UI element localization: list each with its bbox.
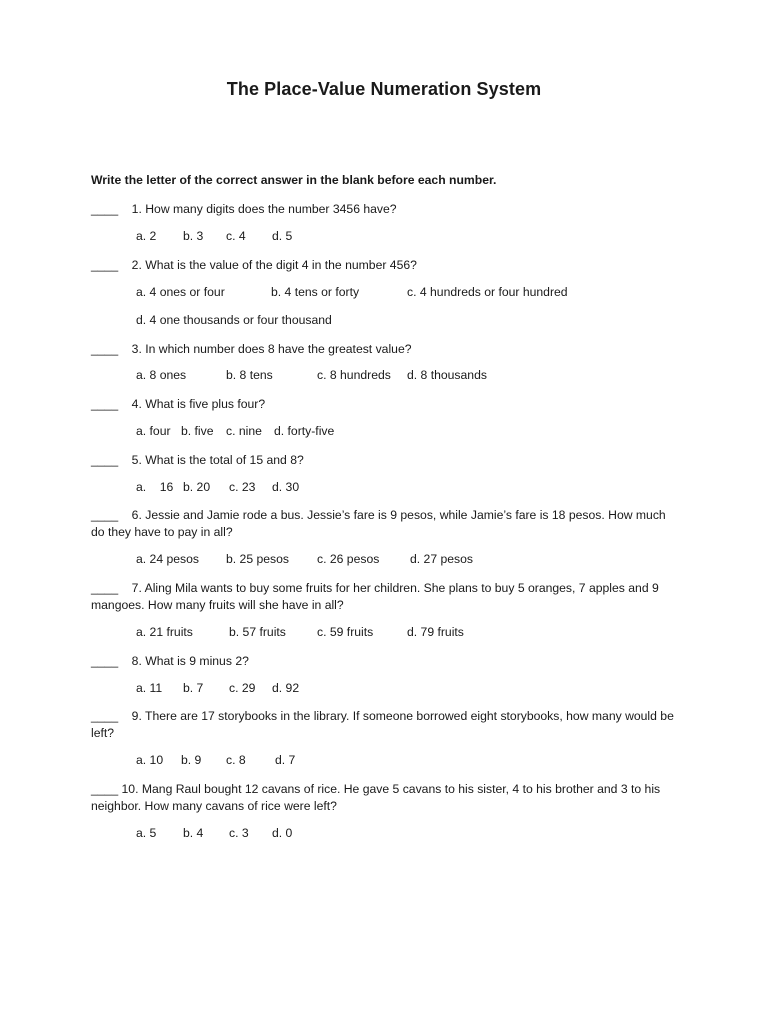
page-title: The Place-Value Numeration System — [226, 79, 542, 99]
question-text: What is the value of the digit 4 in the number 456? — [145, 258, 417, 272]
question-text: Jessie and Jamie rode a bus. Jessie’s fare is 9 pesos, while Jamie’s fare is 18 pesos. How much do they have to pay in all? — [91, 508, 666, 539]
question-3 — [91, 341, 681, 358]
question-10 — [91, 781, 681, 815]
choice-b: b. 7 — [183, 681, 204, 695]
question-number: 3. — [131, 342, 142, 356]
question-text: What is 9 minus 2? — [145, 654, 249, 668]
choice-c: c. 3 — [229, 826, 249, 840]
answer-blank[interactable]: ____ — [91, 654, 119, 668]
question-number: 10. — [121, 782, 139, 796]
instructions: Write the letter of the correct answer in the blank before each number. — [91, 173, 497, 187]
question-text: What is the total of 15 and 8? — [145, 453, 304, 467]
question-number: 9. — [131, 709, 142, 723]
choice-c: c. nine — [226, 424, 262, 438]
question-8 — [91, 653, 681, 670]
choice-d: d. 5 — [272, 229, 293, 243]
question-text: Aling Mila wants to buy some fruits for her children. She plans to buy 5 oranges, 7 apples and 9 mangoes. How many fruits will she have in all? — [91, 581, 659, 612]
question-text: What is five plus four? — [145, 397, 266, 411]
answer-blank[interactable]: ____ — [91, 397, 119, 411]
choice-b: b. 4 — [183, 826, 204, 840]
choice-a: a. 16 — [136, 480, 174, 494]
question-4 — [91, 396, 681, 413]
choice-b: b. 57 fruits — [229, 625, 286, 639]
choice-d: d. 7 — [275, 753, 296, 767]
choice-d: d. 27 pesos — [410, 552, 474, 566]
choice-d: d. forty-five — [274, 424, 335, 438]
question-number: 1. — [131, 202, 142, 216]
question-7 — [91, 580, 681, 614]
choice-a: a. 8 ones — [136, 368, 187, 382]
answer-blank[interactable]: ____ — [91, 709, 119, 723]
choice-c: c. 8 — [226, 753, 246, 767]
choice-c: c. 4 — [226, 229, 246, 243]
question-number: 2. — [131, 258, 142, 272]
choice-d: d. 30 — [272, 480, 300, 494]
choice-a: a. 11 — [136, 681, 163, 695]
choice-a: a. 24 pesos — [136, 552, 200, 566]
choice-b: b. 25 pesos — [226, 552, 290, 566]
choice-a: a. four — [136, 424, 171, 438]
question-6 — [91, 507, 681, 541]
question-text: How many digits does the number 3456 have? — [145, 202, 397, 216]
choice-b: b. 8 tens — [226, 368, 273, 382]
question-number: 6. — [131, 508, 142, 522]
question-5 — [91, 452, 681, 469]
answer-blank[interactable]: ____ — [91, 581, 119, 595]
question-text: In which number does 8 have the greatest value? — [145, 342, 412, 356]
choice-c: c. 8 hundreds — [317, 368, 391, 382]
choice-b: b. 9 — [181, 753, 202, 767]
choice-b: b. 4 tens or forty — [271, 285, 360, 299]
choice-a: a. 5 — [136, 826, 157, 840]
choice-d: d. 92 — [272, 681, 300, 695]
choice-d: d. 8 thousands — [407, 368, 487, 382]
choice-b: b. 3 — [183, 229, 204, 243]
choice-c: c. 4 hundreds or four hundred — [407, 285, 568, 299]
question-number: 7. — [131, 581, 142, 595]
answer-blank[interactable]: ____ — [91, 782, 119, 796]
question-9 — [91, 708, 681, 742]
answer-blank[interactable]: ____ — [91, 453, 119, 467]
choice-c: c. 23 — [229, 480, 256, 494]
choice-a: a. 4 ones or four — [136, 285, 225, 299]
question-2 — [91, 257, 681, 274]
question-1 — [91, 201, 681, 218]
answer-blank[interactable]: ____ — [91, 342, 119, 356]
choice-d: d. 4 one thousands or four thousand — [136, 313, 332, 327]
choice-a: a. 10 — [136, 753, 164, 767]
choice-b: b. five — [181, 424, 214, 438]
question-number: 4. — [131, 397, 142, 411]
choice-d: d. 0 — [272, 826, 293, 840]
choice-c: c. 59 fruits — [317, 625, 374, 639]
choice-a: a. 21 fruits — [136, 625, 193, 639]
choice-b: b. 20 — [183, 480, 211, 494]
question-number: 8. — [131, 654, 142, 668]
question-text: Mang Raul bought 12 cavans of rice. He gave 5 cavans to his sister, 4 to his brother and 3 to his neighbor. How many cavans of rice were left? — [91, 782, 661, 813]
choice-c: c. 29 — [229, 681, 256, 695]
choice-c: c. 26 pesos — [317, 552, 380, 566]
choice-d: d. 79 fruits — [407, 625, 464, 639]
question-text: There are 17 storybooks in the library. If someone borrowed eight storybooks, how many would be left? — [91, 709, 674, 740]
answer-blank[interactable]: ____ — [91, 258, 119, 272]
answer-blank[interactable]: ____ — [91, 508, 119, 522]
choice-a: a. 2 — [136, 229, 157, 243]
question-number: 5. — [131, 453, 142, 467]
answer-blank[interactable]: ____ — [91, 202, 119, 216]
